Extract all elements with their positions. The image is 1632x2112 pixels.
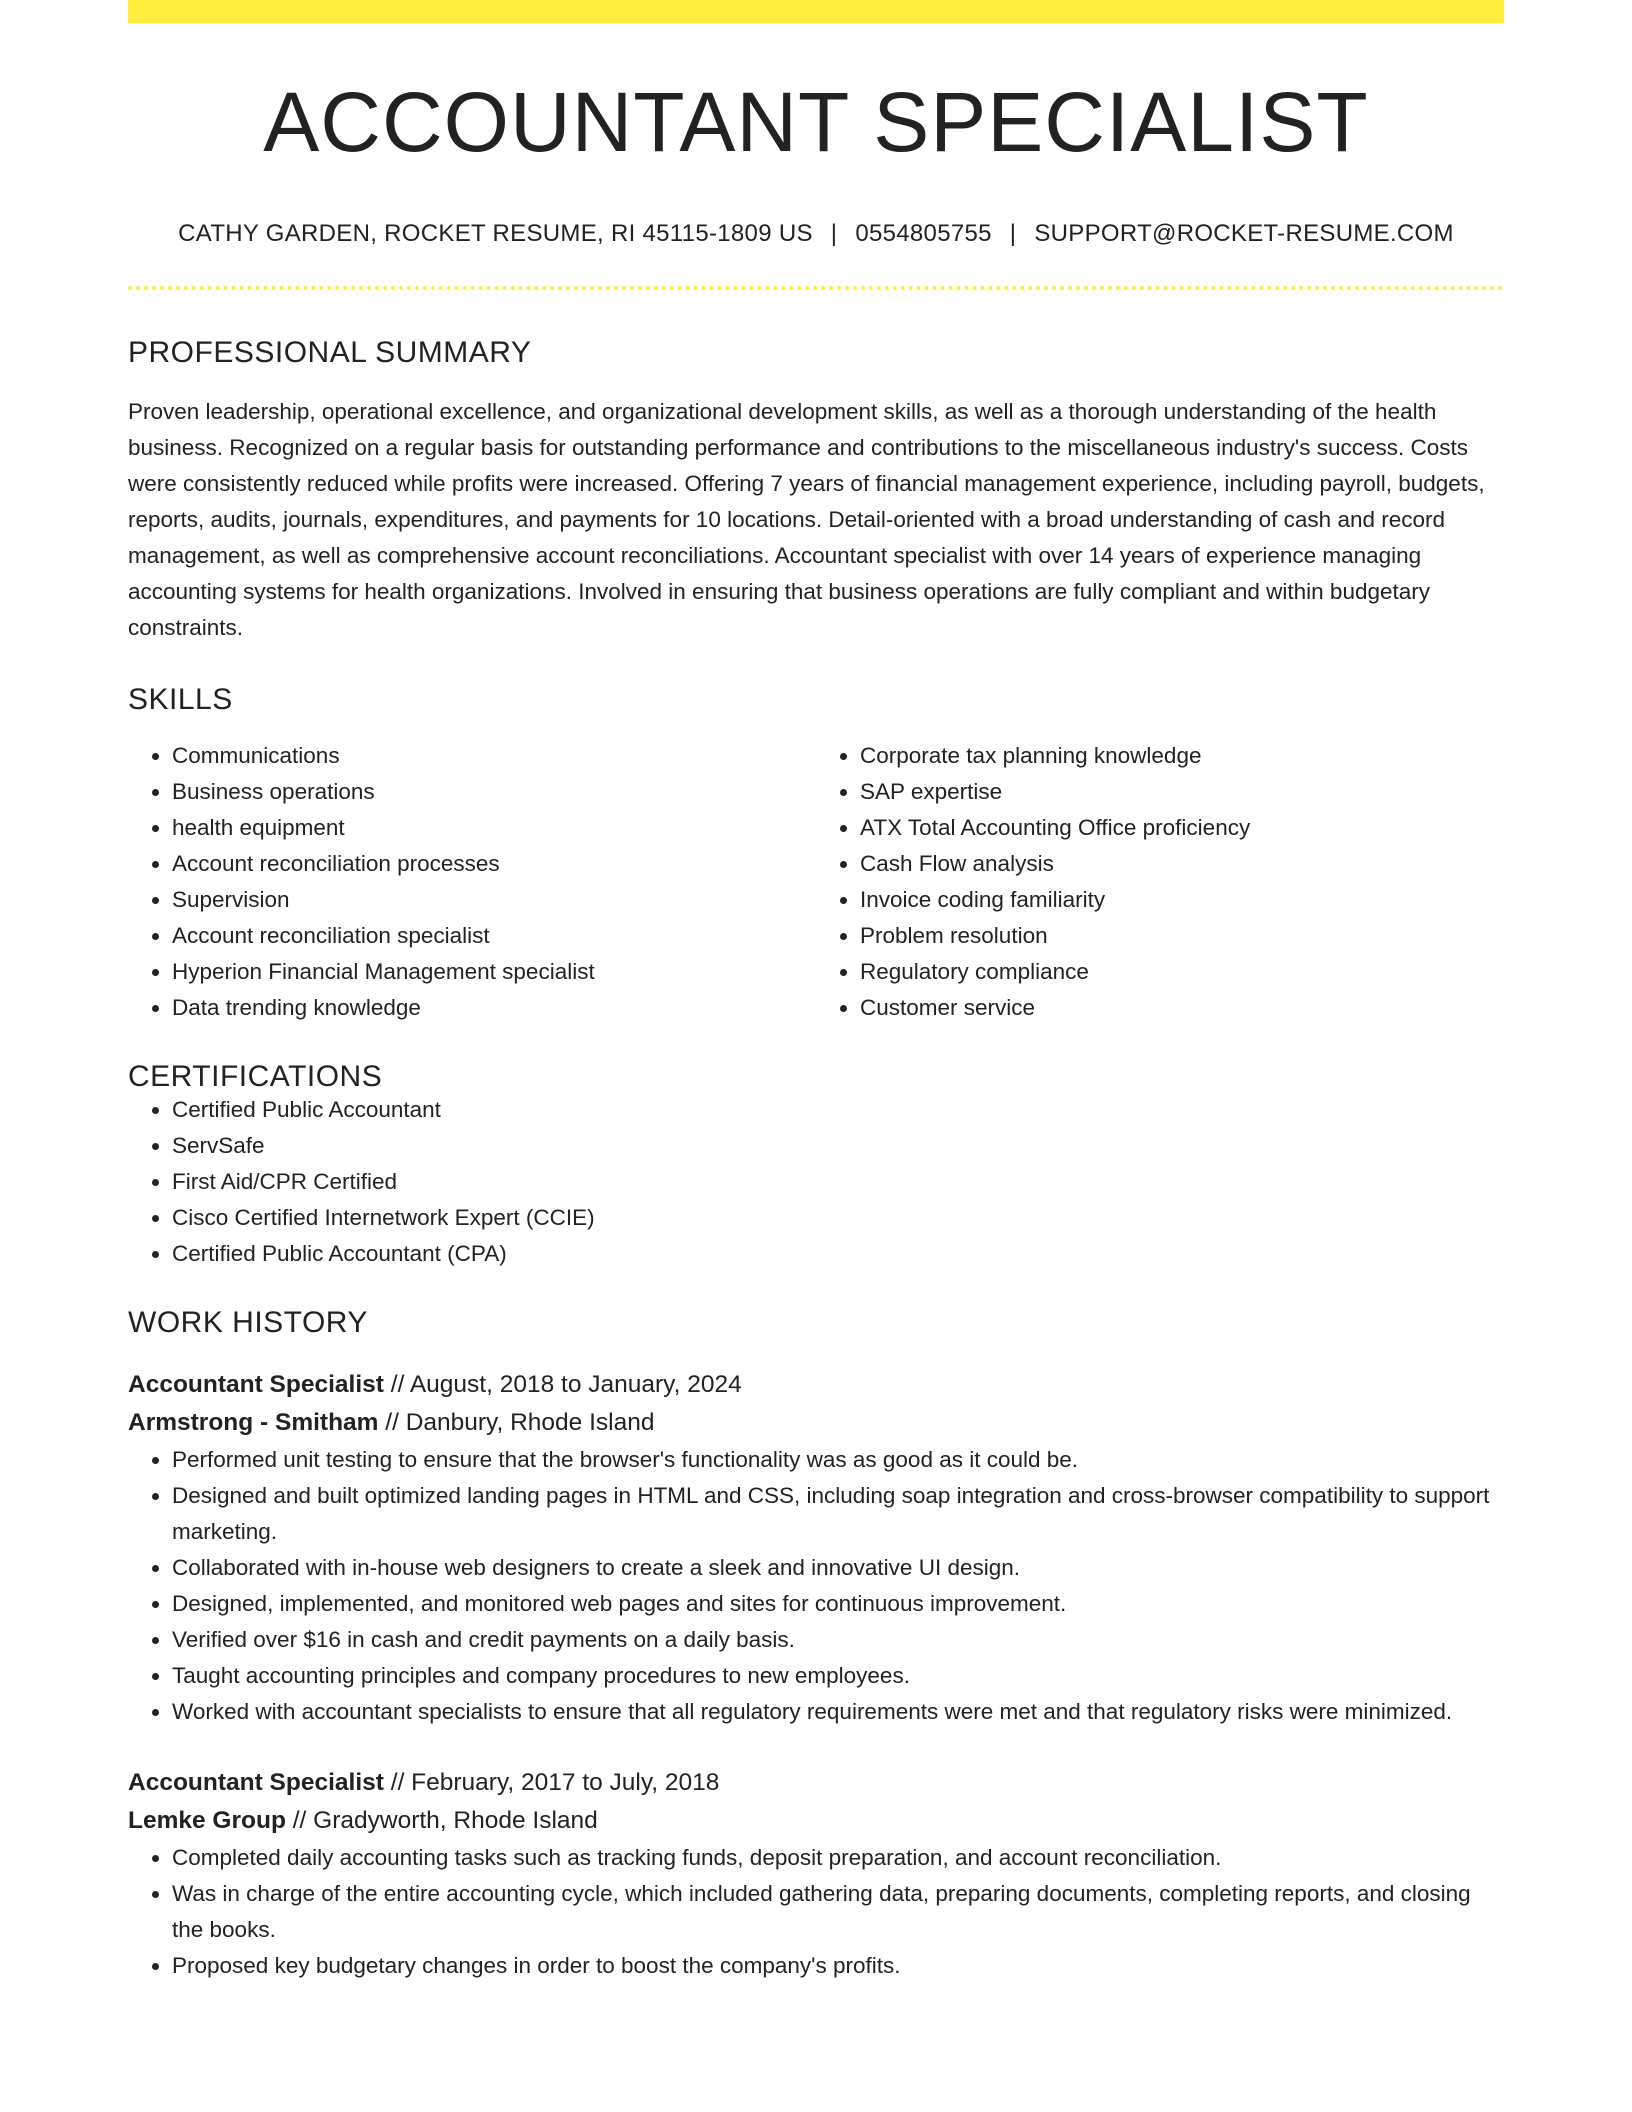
skills-column-right [816,738,1504,1026]
certification-item: • Certified Public Accountant [172,1092,1504,1128]
work-history-heading: WORK HISTORY [128,1306,368,1339]
certifications-list [128,1092,1504,1272]
job-responsibilities [128,1442,1504,1730]
job-title: Accountant Specialist [128,1371,384,1398]
skills-column-left [128,738,816,1026]
certification-item: • ServSafe [172,1128,1504,1164]
skill-item: • Business operations [172,774,816,810]
resume-page [128,0,1504,1984]
job-dates: // August, 2018 to January, 2024 [383,1371,742,1398]
skills-list-left [128,738,816,1026]
contact-phone: 0554805755 [855,220,992,247]
contact-email: SUPPORT@ROCKET-RESUME.COM [1034,220,1454,247]
skills-grid [128,738,1504,1026]
certification-item: • First Aid/CPR Certified [172,1164,1504,1200]
skills-heading: SKILLS [128,683,233,716]
job-company: Armstrong - Smitham [128,1409,379,1436]
skill-item: • Supervision [172,882,816,918]
contact-address: CATHY GARDEN, ROCKET RESUME, RI 45115-1809 US [178,220,813,247]
resume-title: ACCOUNTANT SPECIALIST [263,75,1369,169]
job-bullet: • Designed, implemented, and monitored web pages and sites for continuous improvement. [172,1586,1504,1622]
summary-heading: PROFESSIONAL SUMMARY [128,336,532,369]
job-title-line [128,1764,1504,1802]
job-bullet: • Designed and built optimized landing pages in HTML and CSS, including soap integration and cross-browser compatibility to support marketing. [172,1478,1504,1550]
job-company-line [128,1404,1504,1442]
skill-item: • Account reconciliation processes [172,846,816,882]
contact-separator: | [830,220,838,247]
certification-item: • Cisco Certified Internetwork Expert (CCIE) [172,1200,1504,1236]
job-bullet: • Collaborated with in-house web designers to create a sleek and innovative UI design. [172,1550,1504,1586]
job-bullet: • Proposed key budgetary changes in order to boost the company's profits. [172,1948,1504,1984]
skill-item: • Invoice coding familiarity [860,882,1504,918]
skill-item: • Regulatory compliance [860,954,1504,990]
skill-item: • Cash Flow analysis [860,846,1504,882]
job-bullet: • Taught accounting principles and company procedures to new employees. [172,1658,1504,1694]
skill-item: • Problem resolution [860,918,1504,954]
job-bullet: • Was in charge of the entire accounting cycle, which included gathering data, preparing documents, completing reports, and closing the books. [172,1876,1504,1948]
job-title-line [128,1366,1504,1404]
skill-item: • ATX Total Accounting Office proficiency [860,810,1504,846]
skills-list-right [816,738,1504,1026]
top-accent-bar [128,0,1504,23]
certification-item: • Certified Public Accountant (CPA) [172,1236,1504,1272]
job-bullet: • Performed unit testing to ensure that the browser's functionality was as good as it could be. [172,1442,1504,1478]
skill-item: • Customer service [860,990,1504,1026]
job-entry [128,1366,1504,1730]
job-entry [128,1764,1504,1984]
job-dates: // February, 2017 to July, 2018 [383,1769,720,1796]
skill-item: • Hyperion Financial Management specialist [172,954,816,990]
skill-item: • SAP expertise [860,774,1504,810]
job-responsibilities [128,1840,1504,1984]
contact-separator: | [1009,220,1017,247]
job-title: Accountant Specialist [128,1769,384,1796]
skill-item: • Account reconciliation specialist [172,918,816,954]
job-location: // Danbury, Rhode Island [378,1409,655,1436]
skill-item: • Data trending knowledge [172,990,816,1026]
job-bullet: • Worked with accountant specialists to ensure that all regulatory requirements were met and that regulatory risks were minimized. [172,1694,1504,1730]
skill-item: • Corporate tax planning knowledge [860,738,1504,774]
job-bullet: • Completed daily accounting tasks such as tracking funds, deposit preparation, and account reconciliation. [172,1840,1504,1876]
job-company: Lemke Group [128,1807,286,1834]
job-location: // Gradyworth, Rhode Island [285,1807,598,1834]
contact-info [128,220,1504,248]
job-company-line [128,1802,1504,1840]
summary-text: Proven leadership, operational excellence, and organizational development skills, as well as a thorough understanding of the health business. Recognized on a regular basis for outstanding performance and contributions to the miscellaneous industry's success. Costs were consistently reduced while profits were increased. Offering 7 years of financial management experience, including payroll, budgets, reports, audits, journals, expenditures, and payments for 10 locations. Detail-oriented with a broad understanding of cash and record management, as well as comprehensive account reconciliations. Accountant specialist with over 14 years of experience managing accounting systems for health organizations. Involved in ensuring that business operations are fully compliant and within budgetary constraints. [128,399,1485,640]
skill-item: • Communications [172,738,816,774]
job-bullet: • Verified over $16 in cash and credit payments on a daily basis. [172,1622,1504,1658]
skill-item: • health equipment [172,810,816,846]
certifications-heading: CERTIFICATIONS [128,1060,383,1093]
header-divider [128,286,1504,290]
